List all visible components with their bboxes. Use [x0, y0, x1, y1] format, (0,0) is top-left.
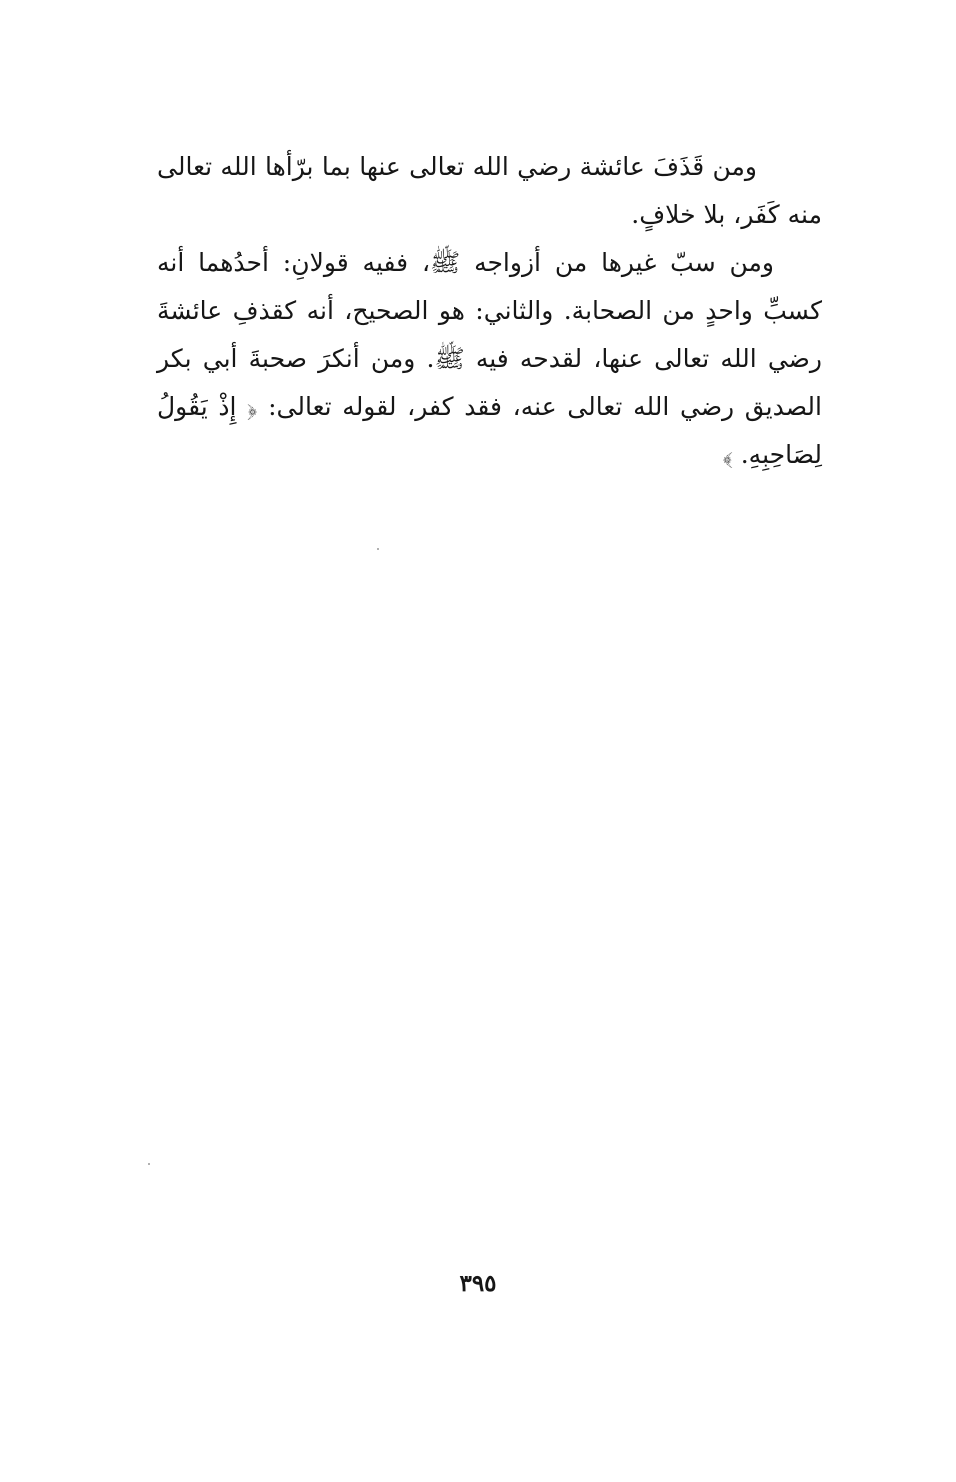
scan-speck: [148, 1163, 150, 1165]
paragraph-qadhf-aisha: ومن قَذَفَ عائشة رضي الله تعالى عنها بما برّأها الله تعالى منه كَفَر، بلا خلافٍ.: [157, 152, 822, 229]
paragraph-sabb-azwaj: ومن سبّ غيرها من أزواجه ﷺ، ففيه قولانِ: أحدُهما أنه كسبِّ واحدٍ من الصحابة. والثاني: هو الصحيح، أنه كقذفِ عائشةَ رضي الله تعالى عنها، لقدحه فيه ﷺ. ومن أنكرَ صحبةَ أبي بكر الصديق رضي الله تعالى عنه، فقد كفر، لقوله تعالى: ﴿ إِذْ يَقُولُ لِصَاحِبِهِ. ﴾: [157, 248, 822, 469]
page-number: ٣٩٥: [459, 1270, 497, 1297]
scan-speck: [377, 548, 379, 550]
body-text: [157, 143, 822, 479]
